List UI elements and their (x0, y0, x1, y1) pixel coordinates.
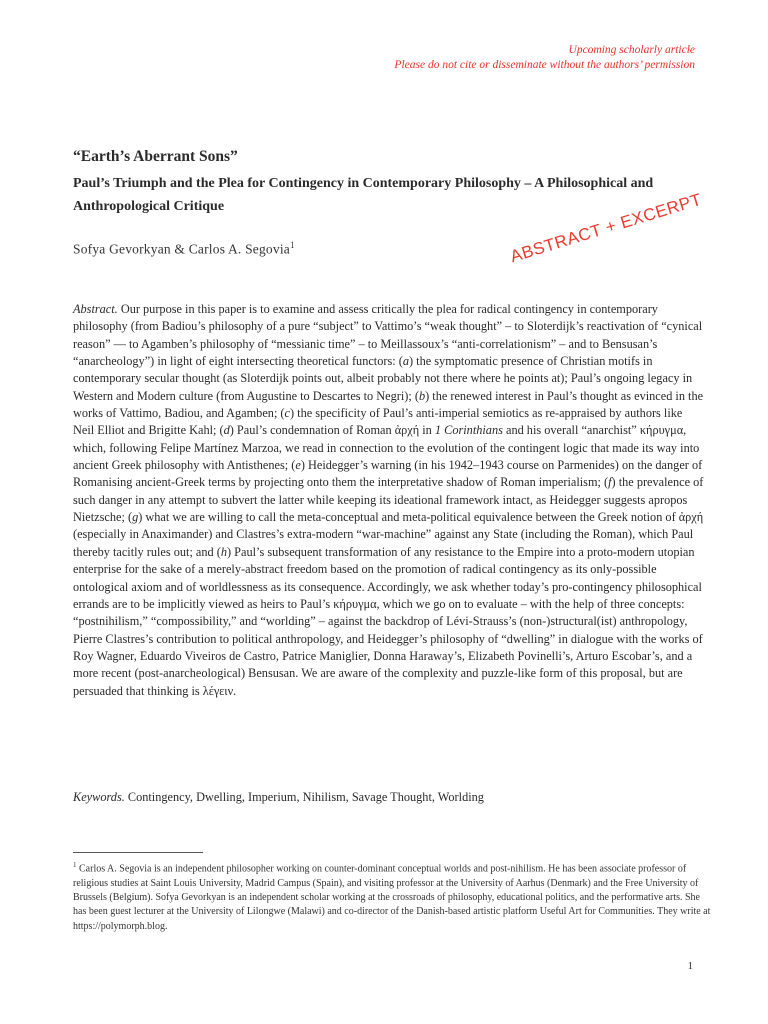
abstract-text: ) the prevalence of such danger in any attempt to subvert the latter while keeping its ideational framework intact, as Heidegger suggests apropos Nietzsche; ( (73, 475, 704, 525)
footnote-mark: 1 (73, 861, 77, 869)
abstract-text: and his overall “anarchist” κήρυγμα, which, following Felipe Martínez Marzoa, we read in connection to the evolution of the contingent logic that made its way into ancient Greek philosophy with Antisthenes; ( (73, 423, 700, 473)
keywords-label: Keywords. (73, 790, 125, 804)
footnote-text: Carlos A. Segovia is an independent philosopher working on counter-dominant conceptual worlds and post-nihilism. He has been associate professor of religious studies at Saint Louis University, Madrid Campus (Spain), and visiting professor at the University of Aarhus (Denmark) and the Free University of Brussels (Belgium). Sofya Gevorkyan is an independent scholar working at the crossroads of philosophy, educational politics, and the performative arts. She has been guest lecturer at the University of Lilongwe (Malawi) and co-director of the Danish-based artistic platform Useful Art for Communities. They write at https://polymorph.blog. (73, 863, 711, 932)
functor-e: e (295, 458, 301, 473)
functor-b: b (418, 388, 426, 403)
page-number: 1 (687, 960, 693, 972)
footnote-divider (73, 852, 203, 853)
functor-h: h (220, 544, 228, 559)
abstract-text: ) Heidegger’s warning (in his 1942–1943 course on Parmenides) on the danger of Romanising ancient-Greek terms by projecting onto them the interpretative shadow of Roman imperialism; ( (73, 458, 703, 490)
abstract-text: ) Paul’s condemnation of Roman ἀρχή in (229, 423, 435, 438)
notice-line-1: Upcoming scholarly article (568, 44, 695, 56)
functor-c: c (284, 406, 290, 421)
notice-line-2: Please do not cite or disseminate without the authors’ permission (394, 59, 695, 71)
abstract-label: Abstract. (73, 302, 118, 316)
functor-a: a (402, 354, 409, 369)
book-title-corinthians: 1 Corinthians (434, 423, 503, 438)
abstract-text: Our purpose in this paper is to examine and assess critically the plea for radical contingency in contemporary philosophy (from Badiou’s philosophy of a pure “subject” to Vattimo’s “weak thought” – to Sloterdijk’s reactivation of “cynical reason” — to Agamben’s philosophy of “messianic time” – to Meillassoux’s “anti-correlationism” – and to Bensusan’s “anarcheology”) in light of eight intersecting theoretical functors: ( (73, 302, 703, 369)
abstract-text: ) the renewed interest in Paul’s thought as evinced in the works of Vattimo, Badiou, and Agamben; ( (73, 388, 704, 421)
functor-d: d (223, 423, 230, 438)
abstract-paragraph (73, 301, 705, 700)
article-subtitle: Paul’s Triumph and the Plea for Contingency in Contemporary Philosophy – A Philosophical and Anthropological Critique (73, 176, 654, 214)
abstract-text: ) what we are willing to call the meta-conceptual and meta-political equivalence between the Greek notion of ἀρχή (especially in Anaximander) and Clastres’s extra-modern “war-machine” against any State (including the Roman), which Paul thereby tacitly rules out; and ( (73, 510, 704, 559)
article-title: “Earth’s Aberrant Sons” (73, 148, 238, 165)
author-names: Sofya Gevorkyan & Carlos A. Segovia (73, 241, 290, 257)
abstract-text: ) the specificity of Paul’s anti-imperial semiotics as re-appraised by authors like Neil Elliot and Brigitte Kahl; ( (73, 406, 683, 438)
footnote-reference[interactable]: 1 (289, 240, 295, 250)
functor-g: g (132, 510, 139, 525)
keywords-text: Contingency, Dwelling, Imperium, Nihilism, Savage Thought, Worlding (124, 790, 484, 804)
author-line (73, 240, 295, 258)
abstract-text: ) Paul’s subsequent transformation of any resistance to the Empire into a proto-modern utopian enterprise for the sake of a merely-abstract freedom based on the promotion of radical contingency as its only-possible ontological axiom and of worldlessness as its consequence. Accordingly, we ask whether today’s pro-contingency philosophical errands are to be implicitly viewed as heirs to Paul’s κήρυγμα, which we go on to evaluate – with the help of three concepts: “postnihilism,” “compossibility,” and “worlding” – against the backdrop of Lévi-Strauss’s (non-)structural(ist) anthropology, Pierre Clastres’s contribution to political anthropology, and Heidegger’s philosophy of “dwelling” in dialogue with the works of Roy Wagner, Eduardo Viveiros de Castro, Patrice Maniglier, Donna Haraway’s, Elizabeth Povinelli’s, Arturo Escobar’s, and a more recent (post-anarcheological) Bensusan. We are aware of the complexity and puzzle-like form of this proposal, but are persuaded that thinking is λέγειν. (73, 544, 703, 698)
draft-notice (394, 43, 695, 73)
functor-f: f (608, 475, 612, 490)
abstract-excerpt-stamp: ABSTRACT + EXCERPT (508, 189, 704, 267)
keywords-line (73, 790, 705, 805)
footnote (73, 858, 713, 934)
abstract-text: ) the symptomatic presence of Christian motifs in contemporary secular thought (as Sloterdijk points out, albeit probably not there where he points at); Paul’s ongoing legacy in Western and Modern culture (from Augustine to Descartes to Negri); ( (73, 354, 693, 403)
